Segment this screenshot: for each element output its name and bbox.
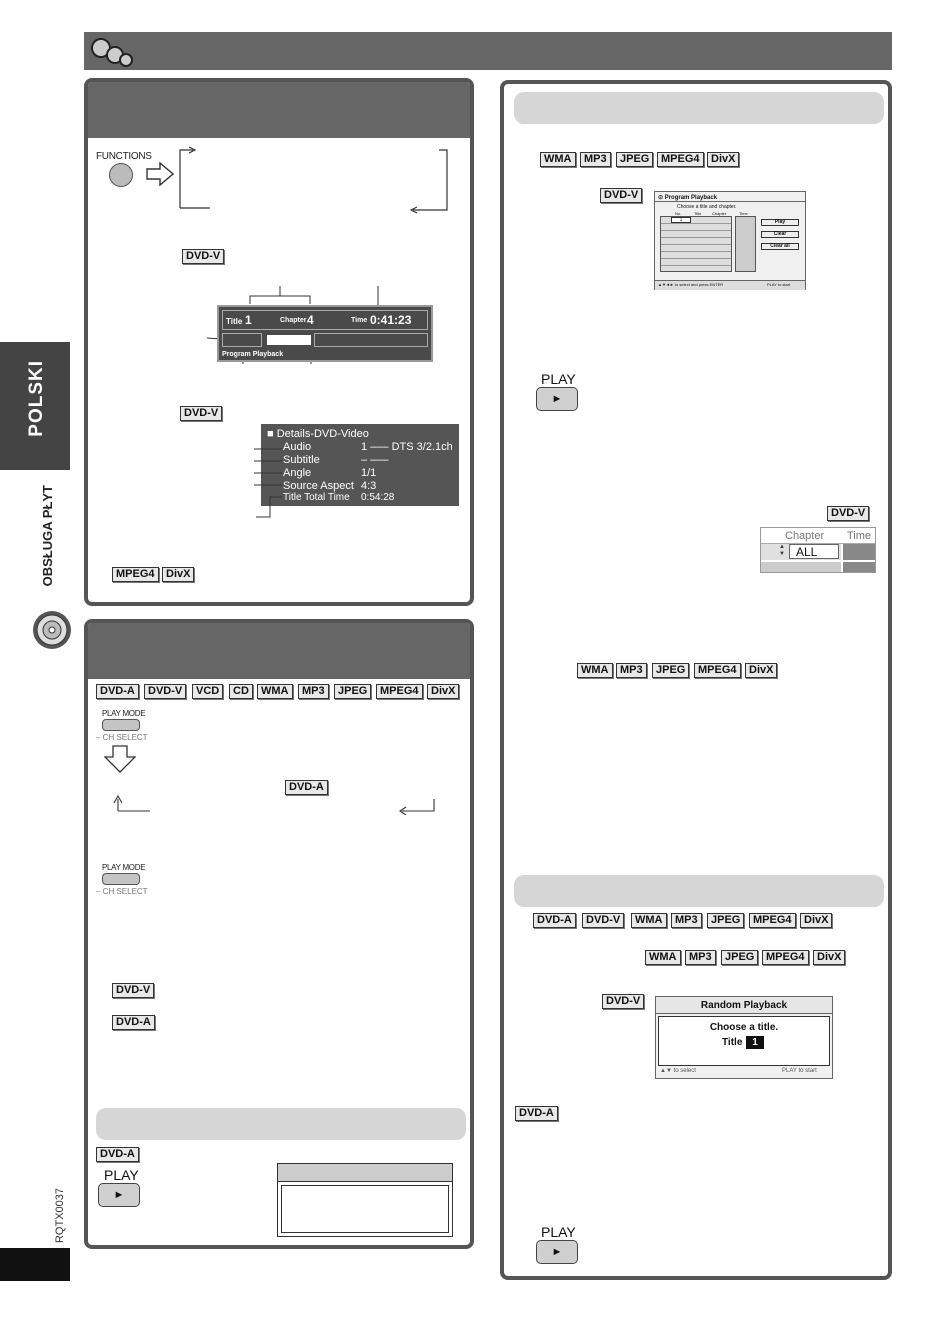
- dvd-v-tag-3: DVD-V: [112, 983, 154, 998]
- osd-white-slot: [267, 335, 311, 345]
- tag-mp3-r3: MP3: [671, 913, 702, 928]
- divx-tag: DivX: [162, 567, 194, 582]
- mpeg4-tag: MPEG4: [112, 567, 159, 582]
- program-footer-right: PLAY to start: [767, 282, 791, 287]
- program-clear-all-button[interactable]: Clear all: [761, 243, 799, 250]
- dvd-v-tag-r3: DVD-V: [602, 994, 644, 1009]
- program-col-chapter: Chapter: [712, 211, 727, 216]
- tag-mpeg4-r4: MPEG4: [762, 950, 809, 965]
- page-header-bar: [84, 32, 892, 70]
- detail-total-time-label: Title Total Time: [283, 492, 350, 503]
- dvd-a-tag-3: DVD-A: [96, 1147, 139, 1162]
- functions-panel-header: [88, 82, 470, 138]
- chapter-row-2: [761, 562, 841, 572]
- chapter-stepper-arrows[interactable]: ▲ ▼: [779, 544, 785, 557]
- detail-subtitle-label: Subtitle: [283, 454, 320, 466]
- random-playback-screen: [655, 996, 833, 1079]
- tag-mp3-r4: MP3: [685, 950, 716, 965]
- functions-button[interactable]: [109, 163, 133, 187]
- play-mode-button[interactable]: [102, 719, 140, 731]
- osd-row-mid-left: [222, 333, 262, 347]
- detail-aspect-value: 4:3: [361, 480, 377, 492]
- tag-jpeg-r4: JPEG: [721, 950, 758, 965]
- program-header: [514, 92, 884, 124]
- play-label: PLAY: [104, 1167, 139, 1183]
- ch-select-label: – CH SELECT: [96, 733, 148, 742]
- osd-time-label: Time: [351, 317, 368, 324]
- tag-jpeg-r3: JPEG: [707, 913, 744, 928]
- play-button-r2[interactable]: ►: [536, 1240, 578, 1264]
- program-clear-button[interactable]: Clear: [761, 231, 799, 238]
- program-screen-title-rule: [655, 201, 805, 202]
- tag-mp3: MP3: [298, 684, 329, 699]
- random-line1: Choose a title.: [709, 1022, 779, 1033]
- program-col-time: Time: [739, 211, 748, 216]
- program-list: [660, 216, 732, 272]
- program-footer-left: ▲▼◄► to select and press ENTER: [658, 282, 724, 287]
- cycle-arrows-2: [112, 793, 442, 815]
- tag-jpeg: JPEG: [334, 684, 371, 699]
- osd-program-label: Program Playback: [222, 351, 284, 358]
- display-box: [277, 1163, 453, 1237]
- tag-wma-r4: WMA: [645, 950, 681, 965]
- detail-angle-label: Angle: [283, 467, 312, 479]
- program-play-button[interactable]: Play: [761, 219, 799, 226]
- tag-dvd-a: DVD-A: [96, 684, 139, 699]
- tag-dvd-v: DVD-V: [144, 684, 186, 699]
- tag-mp3-r2: MP3: [616, 663, 647, 678]
- osd-title-label: Title: [226, 317, 243, 326]
- dvd-v-tag-r1: DVD-V: [600, 188, 642, 203]
- random-title: Random Playback: [700, 1000, 788, 1011]
- tag-dvd-v-r3: DVD-V: [582, 913, 624, 928]
- tag-vcd: VCD: [192, 684, 223, 699]
- tag-mpeg4-r2: MPEG4: [694, 663, 741, 678]
- random-title-label: Title: [722, 1037, 743, 1048]
- chapter-header: Chapter: [785, 530, 825, 542]
- bubbles-icon: [90, 36, 136, 68]
- time-cell: [843, 544, 875, 560]
- tag-wma-r3: WMA: [631, 913, 667, 928]
- dvd-v-tag: DVD-V: [182, 249, 224, 264]
- tag-mpeg4-r1: MPEG4: [657, 152, 704, 167]
- tag-mpeg4: MPEG4: [376, 684, 423, 699]
- program-col-no: No.: [675, 211, 682, 216]
- detail-total-time-value: 0:54:28: [361, 492, 395, 503]
- section-label: OBSŁUGA PŁYT: [40, 485, 55, 587]
- tag-jpeg-r2: JPEG: [652, 663, 689, 678]
- detail-angle-value: 1/1: [361, 467, 377, 479]
- osd-time-value: 0:41:23: [370, 313, 412, 327]
- dvd-a-tag-2: DVD-A: [112, 1015, 155, 1030]
- language-label: POLSKI: [26, 360, 47, 437]
- osd-title-value: 1: [245, 313, 252, 327]
- osd-row-mid-right: [314, 333, 428, 347]
- dvd-v-tag-2: DVD-V: [180, 406, 222, 421]
- detail-audio-label: Audio: [283, 441, 312, 453]
- page-number-block: [0, 1248, 70, 1281]
- play-mode-panel-header: [88, 623, 470, 679]
- play-label-r1: PLAY: [541, 371, 576, 387]
- disc-icon: [32, 610, 72, 650]
- tag-mp3-r1: MP3: [580, 152, 611, 167]
- program-screen-title: ⊙ Program Playback: [658, 195, 718, 201]
- tag-dvd-a-r3: DVD-A: [533, 913, 576, 928]
- program-row-selected[interactable]: 1: [671, 217, 691, 223]
- play-button[interactable]: ►: [98, 1183, 140, 1207]
- play-mode-label: PLAY MODE: [102, 709, 146, 718]
- program-col-title: Title: [694, 211, 702, 216]
- chapter-value-field[interactable]: [789, 544, 839, 559]
- play-label-r2: PLAY: [541, 1224, 576, 1240]
- random-footer-left: ▲▼ to select: [660, 1068, 696, 1074]
- random-title-value[interactable]: 1: [746, 1036, 764, 1049]
- dvd-a-tag-mid: DVD-A: [285, 780, 328, 795]
- tag-cd: CD: [229, 684, 253, 699]
- program-instruction: Choose a title and chapter.: [677, 204, 737, 210]
- arrow-right-icon: [146, 162, 174, 186]
- program-playback-screen: [654, 191, 806, 290]
- time-cell-2: [843, 562, 875, 572]
- play-mode-label-2: PLAY MODE: [102, 863, 146, 872]
- display-box-header: [278, 1164, 452, 1182]
- dvd-a-tag-r4: DVD-A: [515, 1106, 558, 1121]
- functions-button-label: FUNCTIONS: [96, 151, 152, 162]
- play-button-r1[interactable]: ►: [536, 387, 578, 411]
- tag-jpeg-r1: JPEG: [616, 152, 653, 167]
- details-heading: ■ Details-DVD-Video: [267, 428, 369, 440]
- osd-chapter-label: Chapter: [280, 317, 307, 324]
- tag-divx-r1: DivX: [707, 152, 739, 167]
- display-box-body: [281, 1185, 449, 1233]
- chapter-box: [760, 527, 876, 573]
- detail-subtitle-value: – –––: [361, 454, 389, 466]
- tag-divx-r2: DivX: [745, 663, 777, 678]
- tag-divx: DivX: [427, 684, 459, 699]
- chapter-value: ALL: [796, 545, 818, 559]
- play-mode-button-2[interactable]: [102, 873, 140, 885]
- random-header: [514, 875, 884, 907]
- detail-aspect-label: Source Aspect: [283, 480, 354, 492]
- details-box: [261, 424, 459, 506]
- tag-divx-r4: DivX: [813, 950, 845, 965]
- dvd-v-tag-r2: DVD-V: [827, 506, 869, 521]
- tag-wma: WMA: [257, 684, 293, 699]
- tag-divx-r3: DivX: [800, 913, 832, 928]
- tag-wma-r2: WMA: [577, 663, 613, 678]
- sub-section-header: [96, 1108, 466, 1140]
- arrow-down-icon: [104, 745, 136, 773]
- time-header: Time: [847, 530, 872, 542]
- cycle-bracket: [175, 146, 455, 216]
- tag-mpeg4-r3: MPEG4: [749, 913, 796, 928]
- random-footer-right: PLAY to start: [782, 1068, 817, 1074]
- details-callout-lines: [250, 440, 290, 520]
- tag-wma-r1: WMA: [540, 152, 576, 167]
- detail-audio-value: 1 ––– DTS 3/2.1ch: [361, 441, 453, 453]
- program-time-col: [735, 216, 756, 272]
- ch-select-label-2: – CH SELECT: [96, 887, 148, 896]
- document-code: RQTX0037: [54, 1188, 66, 1244]
- osd-chapter-value: 4: [307, 313, 314, 327]
